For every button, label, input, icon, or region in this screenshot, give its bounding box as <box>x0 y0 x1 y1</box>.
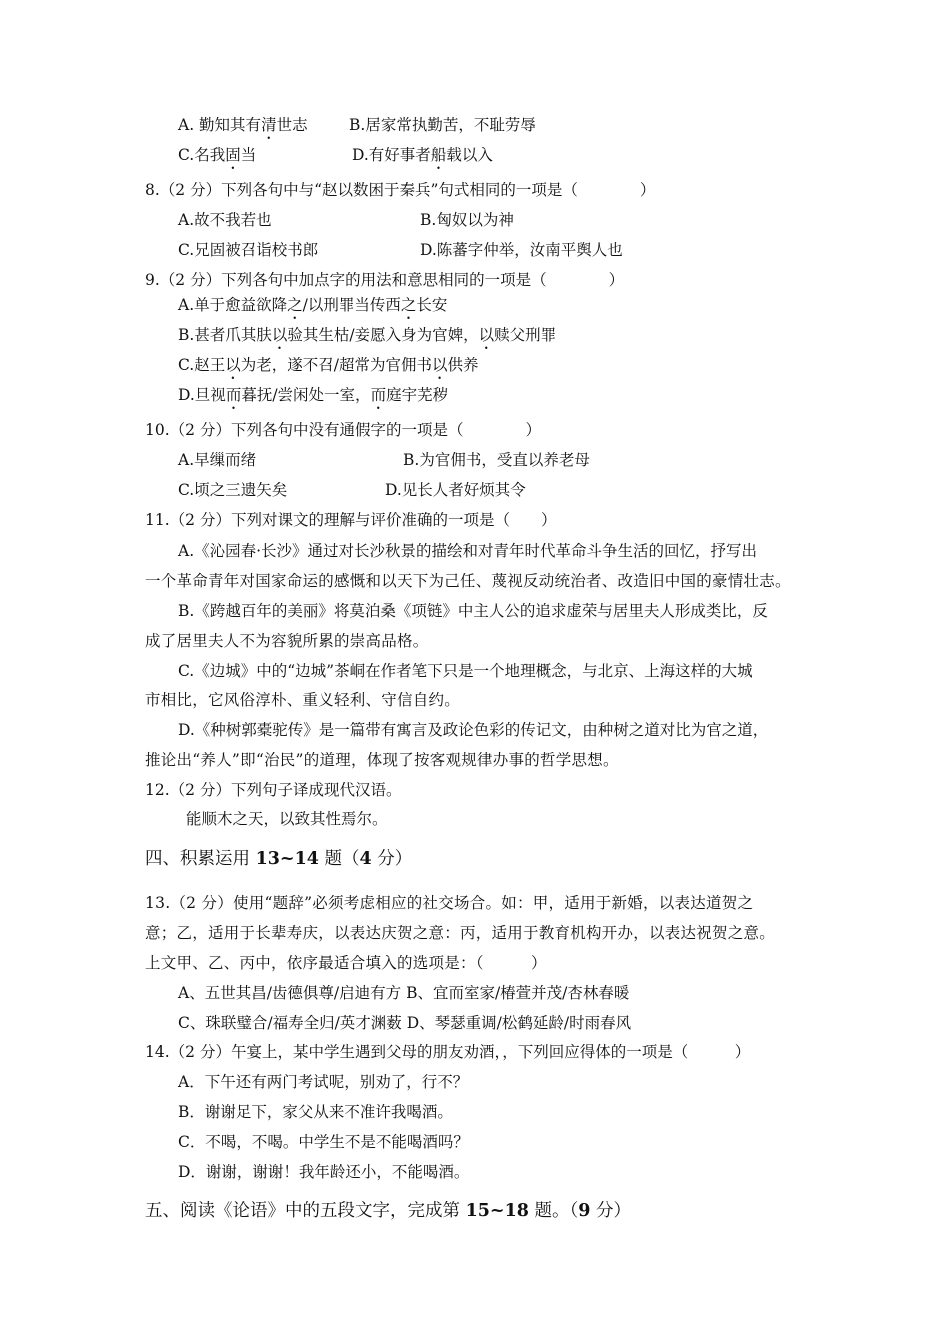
q11-option-d-line1: D.《种树郭橐驼传》是一篇带有寓言及政论色彩的传记文，由种树之道对比为官之道， <box>178 721 769 739</box>
emphasized-char: 而 <box>225 386 242 404</box>
q9-option-c <box>178 355 479 383</box>
section-5-heading <box>145 1200 631 1222</box>
q13-stem-line3: 上文甲、乙、丙中，依序最适合填入的选项是：（ ） <box>145 954 547 972</box>
q14-option-d: D．谢谢，谢谢！我年龄还小，不能喝酒。 <box>178 1163 470 1181</box>
emphasized-char: 船 <box>430 146 447 164</box>
q8-option-c: C.兄固被召诣校书郎 <box>178 241 319 259</box>
q13-stem-line2: 意；乙，适用于长辈寿庆，以表达庆贺之意：丙，适用于教育机构开办，以表达祝贺之意。 <box>145 924 776 942</box>
q7-option-a <box>178 115 308 143</box>
text-segment: C.名我 <box>178 146 226 164</box>
emphasized-char: 以 <box>431 356 448 374</box>
q11-option-a-line2: 一个革命青年对国家命运的感慨和以天下为己任、蔑视反动统治者、改造旧中国的豪情壮志。 <box>145 572 791 590</box>
text-segment: D.旦视 <box>178 386 226 404</box>
q8-option-b: B.匈奴以为神 <box>420 211 514 229</box>
emphasized-char: 固 <box>225 146 241 164</box>
q12-sentence: 能顺木之天，以致其性焉尔。 <box>186 810 388 828</box>
q14-option-c: C．不喝，不喝。中学生不是不能喝酒吗？ <box>178 1133 469 1151</box>
text-segment: 庭宇芜秽 <box>386 386 449 404</box>
q14-option-a: A．下午还有两门考试呢，别劝了，行不？ <box>178 1073 469 1091</box>
emphasized-char: 而 <box>370 386 387 404</box>
text-segment: 为老，遂不召/超常为官佣书 <box>240 356 432 374</box>
q9-option-b <box>178 325 556 353</box>
q11-stem: 11.（2 分）下列对课文的理解与评价准确的一项是（ ） <box>145 511 557 529</box>
text-segment: 长安 <box>416 296 448 314</box>
q11-option-a-line1: A.《沁园春·长沙》通过对长沙秋景的描绘和对青年时代革命斗争生活的回忆，抒写出 <box>178 542 758 560</box>
heading-text: 分） <box>590 1201 632 1221</box>
section-4-heading <box>145 848 412 870</box>
q8-stem: 8.（2 分）下列各句中与“赵以数困于秦兵”句式相同的一项是（ ） <box>145 181 656 199</box>
q12-stem: 12.（2 分）下列句子译成现代汉语。 <box>145 781 402 799</box>
q10-option-b: B.为官佣书，受直以养老母 <box>403 451 590 469</box>
emphasized-char: 以 <box>478 326 495 344</box>
text-segment: B.甚者爪其肤 <box>178 326 272 344</box>
text-segment: A. 勤知其有 <box>178 116 262 134</box>
q7-option-b: B.居家常执勤苦，不耻劳辱 <box>349 116 536 134</box>
q11-option-c-line2: 市相比，它风俗淳朴、重义轻利、守信自约。 <box>145 691 461 709</box>
q8-option-a: A.故不我若也 <box>178 211 272 229</box>
q11-option-b-line2: 成了居里夫人不为容貌所累的崇高品格。 <box>145 632 429 650</box>
q10-stem: 10.（2 分）下列各句中没有通假字的一项是（ ） <box>145 421 541 439</box>
heading-text: 五、阅读《论语》中的五段文字，完成第 <box>145 1201 466 1221</box>
text-segment: 世志 <box>276 116 308 134</box>
q10-option-c: C.顷之三遗矢矣 <box>178 481 288 499</box>
q11-option-c-line1: C.《边城》中的“边城”茶峒在作者笔下只是一个地理概念，与北京、上海这样的大城 <box>178 662 753 680</box>
heading-text: 分） <box>371 849 413 869</box>
text-segment: 暮抚/尝闲处一室， <box>241 386 371 404</box>
emphasized-char: 之 <box>400 296 417 314</box>
text-segment: A.单于愈益欲降 <box>178 296 288 314</box>
q7-option-d <box>352 145 493 173</box>
heading-bold: 13~14 <box>255 849 319 869</box>
text-segment: 载以入 <box>446 146 493 164</box>
q11-option-b-line1: B.《跨越百年的美丽》将莫泊桑《项链》中主人公的追求虚荣与居里夫人形成类比，反 <box>178 602 768 620</box>
q13-options-ab: A、五世其昌/齿德俱尊/启迪有方 B、宜而室家/椿萱并茂/杏林春暖 <box>178 984 630 1002</box>
q13-stem-line1: 13.（2 分）使用“题辞”必须考虑相应的社交场合。如：甲，适用于新婚，以表达道贺之 <box>145 894 754 912</box>
text-segment: 赎父刑罪 <box>494 326 557 344</box>
heading-text: 题（ <box>318 849 360 869</box>
q9-option-d <box>178 385 448 413</box>
q7-option-c <box>178 145 256 173</box>
text-segment: 供养 <box>447 356 479 374</box>
heading-bold: 4 <box>359 849 372 869</box>
text-segment: 验其生枯/妾愿入身为官婢， <box>287 326 479 344</box>
heading-text: 题。（ <box>528 1201 579 1221</box>
text-segment: C.赵王 <box>178 356 226 374</box>
q14-stem: 14.（2 分）午宴上，某中学生遇到父母的朋友劝酒，，下列回应得体的一项是（ ） <box>145 1043 751 1061</box>
heading-bold: 9 <box>578 1201 591 1221</box>
q9-stem: 9.（2 分）下列各句中加点字的用法和意思相同的一项是（ ） <box>145 271 625 289</box>
q14-option-b: B．谢谢足下，家父从来不准许我喝酒。 <box>178 1103 453 1121</box>
q9-option-a <box>178 295 447 323</box>
heading-bold: 15~18 <box>465 1201 529 1221</box>
heading-text: 四、积累运用 <box>145 849 256 869</box>
emphasized-char: 以 <box>225 356 241 374</box>
text-segment: 当 <box>240 146 257 164</box>
q10-option-a: A.早缫而绪 <box>178 451 257 469</box>
emphasized-char: 之 <box>287 296 303 314</box>
q13-options-cd: C、珠联璧合/福寿全归/英才渊薮 D、琴瑟重调/松鹤延龄/时雨春风 <box>178 1014 632 1032</box>
text-segment: D.有好事者 <box>352 146 431 164</box>
q8-option-d: D.陈蕃字仲举，汝南平舆人也 <box>420 241 623 259</box>
q11-option-d-line2: 推论出“养人”即“治民”的道理，体现了按客观规律办事的哲学思想。 <box>145 751 619 769</box>
text-segment: /以刑罪当传西 <box>302 296 401 314</box>
emphasized-char: 清 <box>261 116 277 134</box>
emphasized-char: 以 <box>271 326 288 344</box>
q10-option-d: D.见长人者好烦其令 <box>385 481 526 499</box>
